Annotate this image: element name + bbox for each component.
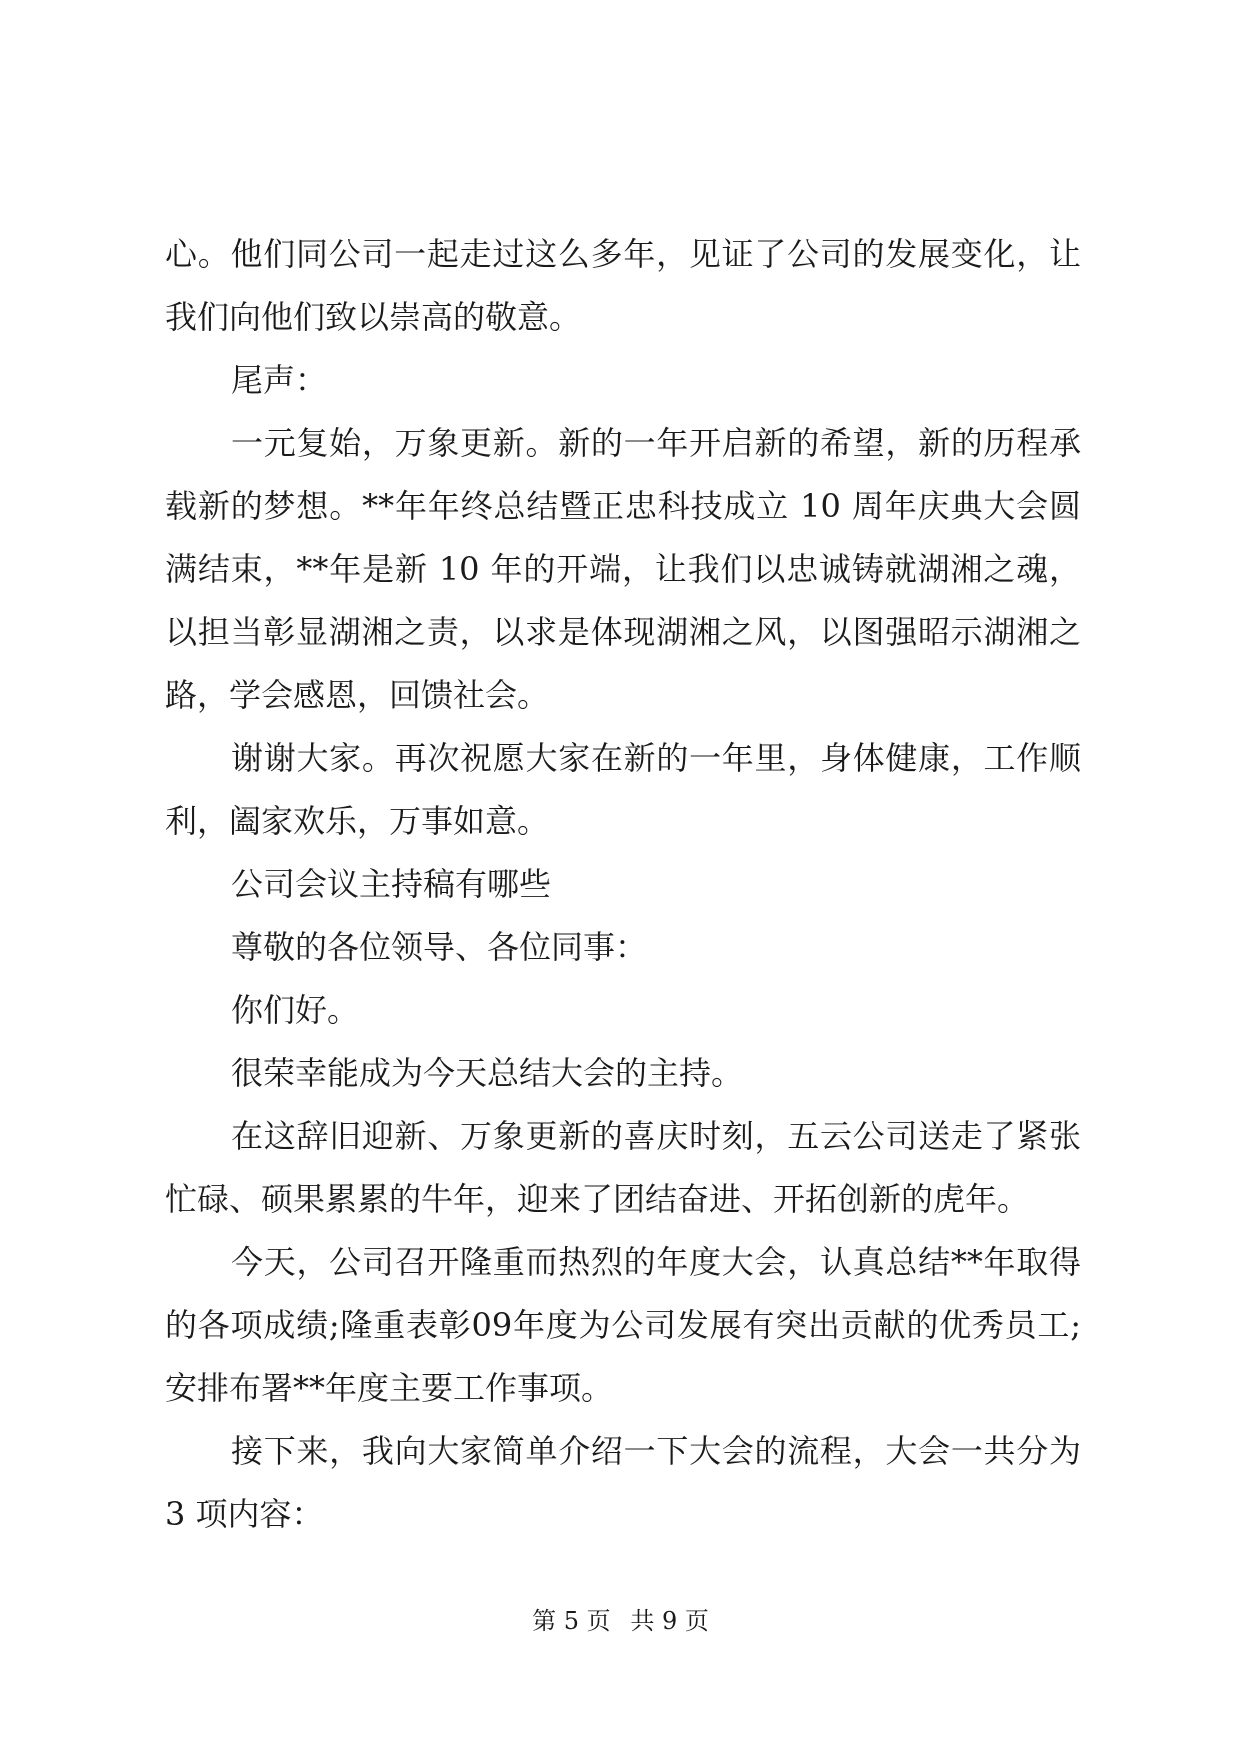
text-line: 今天，公司召开隆重而热烈的年度大会，认真总结**年取得 <box>231 1243 1081 1281</box>
text-line: 载新的梦想。**年年终总结暨正忠科技成立 10 周年庆典大会圆 <box>165 487 1081 525</box>
page-footer <box>0 1606 1241 1636</box>
text-line: 谢谢大家。再次祝愿大家在新的一年里，身体健康，工作顺 <box>231 739 1081 777</box>
page-number: 第 5 页 <box>532 1607 611 1635</box>
section-heading: 公司会议主持稿有哪些 <box>231 865 552 903</box>
text-line: 满结束，**年是新 10 年的开端，让我们以忠诚铸就湖湘之魂， <box>165 550 1081 588</box>
text-line: 很荣幸能成为今天总结大会的主持。 <box>231 1054 744 1092</box>
text-line: 心。他们同公司一起走过这么多年，见证了公司的发展变化，让 <box>165 235 1081 273</box>
text-line: 以担当彰显湖湘之责，以求是体现湖湘之风，以图强昭示湖湘之 <box>165 613 1081 651</box>
text-line: 路，学会感恩，回馈社会。 <box>165 676 550 714</box>
document-body <box>165 232 1081 1555</box>
text-line: 安排布署**年度主要工作事项。 <box>165 1369 614 1407</box>
text-line: 利，阖家欢乐，万事如意。 <box>165 802 550 840</box>
section-heading: 尾声： <box>231 361 328 399</box>
text-line: 接下来，我向大家简单介绍一下大会的流程，大会一共分为 <box>231 1432 1081 1470</box>
text-line: 忙碌、硕果累累的牛年，迎来了团结奋进、开拓创新的虎年。 <box>165 1180 1030 1218</box>
text-line: 的各项成绩;隆重表彰09年度为公司发展有突出贡献的优秀员工; <box>165 1306 1081 1344</box>
text-line: 3 项内容： <box>165 1495 324 1533</box>
text-line: 在这辞旧迎新、万象更新的喜庆时刻，五云公司送走了紧张 <box>231 1117 1081 1155</box>
text-line: 我们向他们致以崇高的敬意。 <box>165 298 582 336</box>
text-line: 一元复始，万象更新。新的一年开启新的希望，新的历程承 <box>231 424 1081 462</box>
text-line: 你们好。 <box>231 991 360 1029</box>
page-total: 共 9 页 <box>630 1607 709 1635</box>
text-line: 尊敬的各位领导、各位同事： <box>231 928 648 966</box>
